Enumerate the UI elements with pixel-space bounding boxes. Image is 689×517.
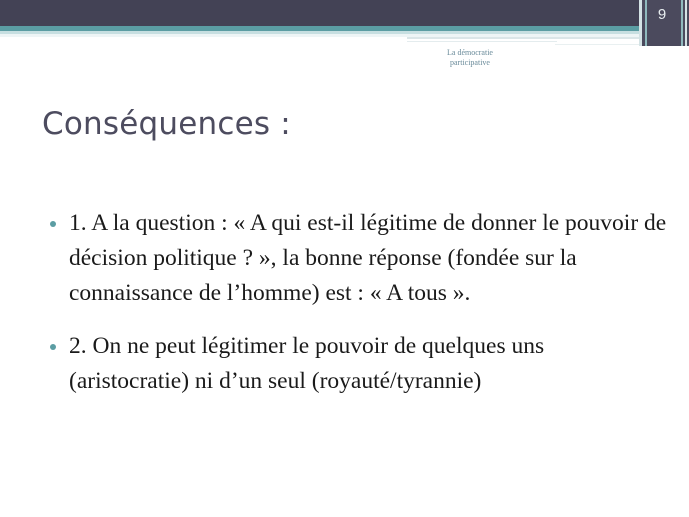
slide-header — [430, 48, 510, 68]
top-band — [0, 0, 689, 26]
decor-stripe — [681, 0, 683, 46]
bullet-dot-icon — [50, 344, 56, 350]
decor-line — [407, 41, 557, 42]
slide-title: Conséquences : — [42, 106, 291, 142]
bullet-dot-icon — [50, 221, 56, 227]
bullet-item — [50, 206, 670, 311]
decor-line — [407, 37, 639, 39]
decor-stripe — [685, 0, 687, 46]
bullet-text: 2. On ne peut légitimer le pouvoir de quelques uns (aristocratie) ni d’un seul (royauté/tyrannie) — [69, 333, 545, 394]
decor-line — [555, 44, 639, 45]
page-number: 9 — [657, 6, 667, 23]
bullet-item — [50, 329, 670, 399]
header-line-1: La démocratie — [447, 48, 493, 57]
header-line-2: participative — [450, 58, 490, 67]
bullet-list — [50, 206, 670, 399]
bullet-text: 1. A la question : « A qui est-il légitime de donner le pouvoir de décision politique ? », la bonne réponse (fondée sur la connaissance de l’homme) est : « A tous ». — [69, 210, 667, 306]
